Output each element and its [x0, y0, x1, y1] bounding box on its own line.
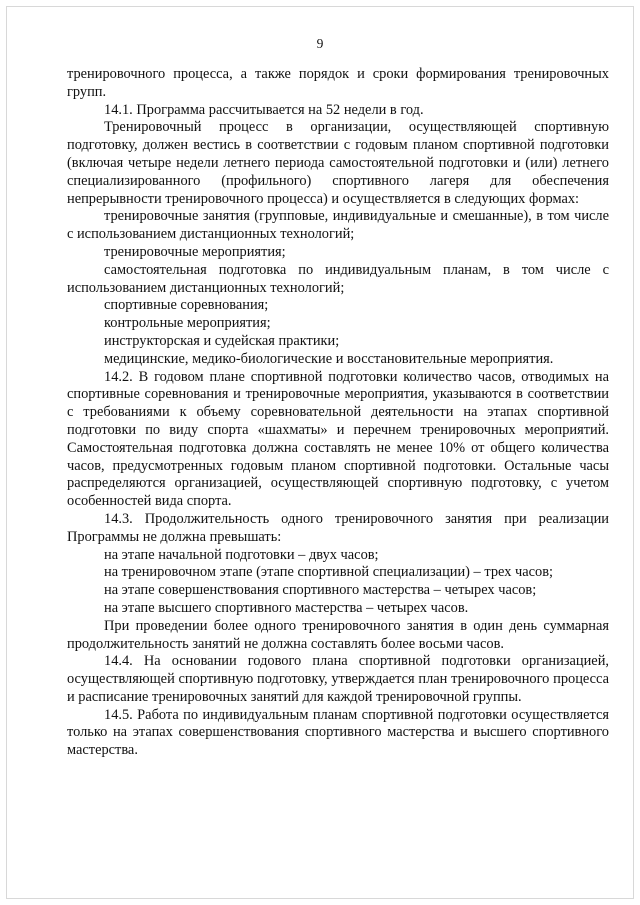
document-body	[67, 66, 609, 760]
paragraph-14-2: 14.2. В годовом плане спортивной подготовки количество часов, отводимых на спортивные соревнования и тренировочные мероприятия, указываются в соответствии с требованиями к объему соревновательной деятельности на этапах спортивной подготовки по виду спорта «шахматы» и перечнем тренировочных мероприятий. Самостоятельная подготовка должна составлять не менее 10% от общего количества часов, предусмотренных годовым планом спортивной подготовки. Остальные часы распределяются организацией, осуществляющей спортивную подготовку, с учетом особенностей вида спорта.	[67, 368, 609, 510]
list-item-improvement-stage: на этапе совершенствования спортивного мастерства – четырех часов;	[104, 582, 537, 599]
list-item-competitions: спортивные соревнования;	[104, 297, 269, 314]
paragraph-daily-limit: При проведении более одного тренировочного занятия в один день суммарная продолжительность занятий не должна составлять более восьми часов.	[67, 617, 609, 652]
list-item-medical-events: медицинские, медико-биологические и восстановительные мероприятия.	[104, 350, 554, 367]
paragraph-continuation: тренировочного процесса, а также порядок и сроки формирования тренировочных групп.	[67, 66, 609, 100]
list-item-instructor-practice: инструкторская и судейская практики;	[104, 332, 340, 349]
list-item-self-training: самостоятельная подготовка по индивидуальным планам, в том числе с использованием дистанционных технологий;	[67, 261, 609, 296]
list-item-initial-stage: на этапе начальной подготовки – двух часов;	[104, 546, 379, 563]
paragraph-14-4: 14.4. На основании годового плана спортивной подготовки организацией, осуществляющей спортивную подготовку, утверждается план тренировочного процесса и расписание тренировочных занятий для каждой тренировочной группы.	[67, 653, 609, 705]
page-number: 9	[316, 36, 324, 51]
list-item-training-stage: на тренировочном этапе (этапе спортивной специализации) – трех часов;	[104, 564, 554, 581]
list-item-training-events: тренировочные мероприятия;	[104, 243, 286, 260]
list-item-highest-stage: на этапе высшего спортивного мастерства – четырех часов.	[104, 599, 469, 616]
list-item-training-sessions: тренировочные занятия (групповые, индивидуальные и смешанные), в том числе с использованием дистанционных технологий;	[67, 208, 609, 243]
paragraph-14-1: 14.1. Программа рассчитывается на 52 недели в год.	[104, 101, 424, 118]
paragraph-training-process: Тренировочный процесс в организации, осуществляющей спортивную подготовку, должен вестись в соответствии с годовым планом спортивной подготовки (включая четыре недели летнего периода самостоятельной подготовки и (или) летнего специализированного (профильного) спортивного лагеря для обеспечения непрерывности тренировочного процесса) и осуществляется в следующих формах:	[67, 119, 609, 207]
paragraph-14-3: 14.3. Продолжительность одного тренировочного занятия при реализации Программы не должна превышать:	[67, 510, 609, 545]
paragraph-14-5: 14.5. Работа по индивидуальным планам спортивной подготовки осуществляется только на этапах совершенствования спортивного мастерства и высшего спортивного мастерства.	[67, 706, 609, 759]
list-item-control-events: контрольные мероприятия;	[104, 315, 271, 332]
